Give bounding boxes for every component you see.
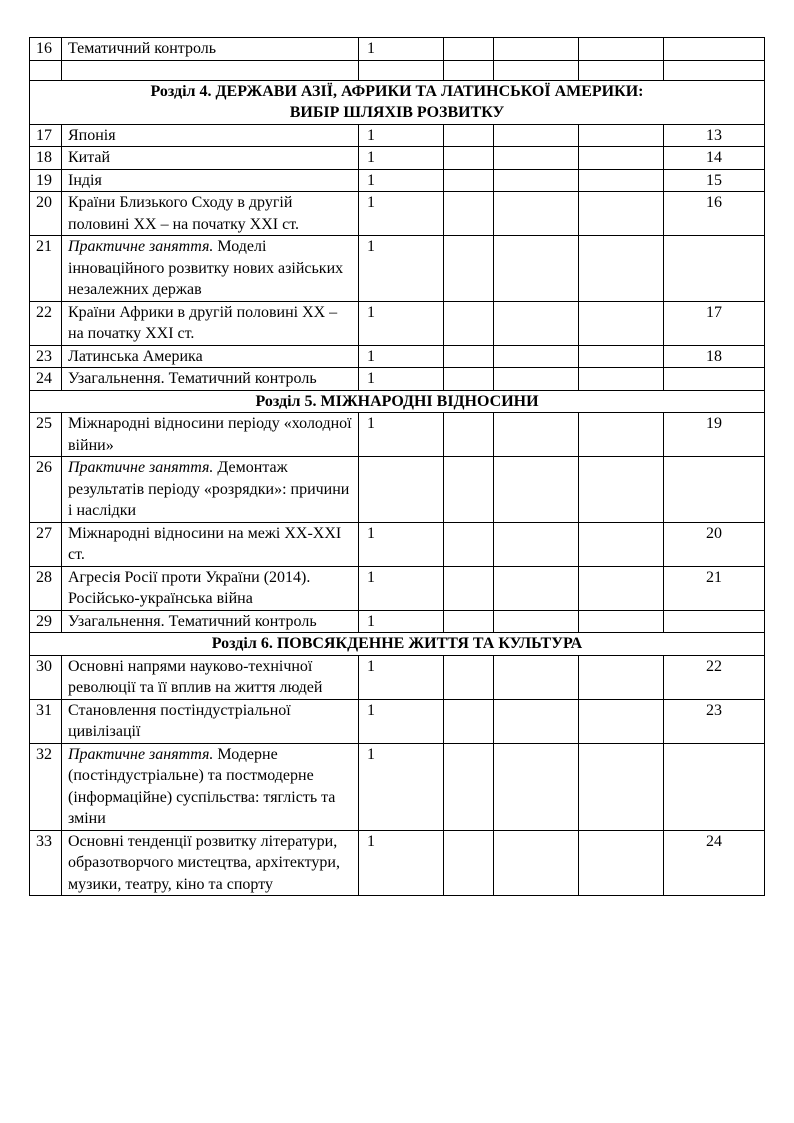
- empty-cell: [494, 522, 579, 566]
- paragraph-number: 17: [664, 301, 765, 345]
- empty-cell: [444, 610, 494, 633]
- lesson-hours: 1: [359, 413, 444, 457]
- lesson-number: 23: [30, 345, 62, 368]
- lesson-number: 31: [30, 699, 62, 743]
- empty-cell: [494, 743, 579, 830]
- lesson-row: [30, 566, 765, 610]
- empty-cell: [444, 743, 494, 830]
- lesson-number: 33: [30, 830, 62, 896]
- lesson-number: 20: [30, 192, 62, 236]
- lesson-number: 16: [30, 38, 62, 61]
- lesson-number: 24: [30, 368, 62, 391]
- empty-cell: [494, 60, 579, 80]
- empty-cell: [62, 60, 359, 80]
- lesson-hours: 1: [359, 301, 444, 345]
- lesson-row: [30, 368, 765, 391]
- empty-cell: [494, 830, 579, 896]
- lesson-topic: [62, 38, 359, 61]
- paragraph-number: [664, 457, 765, 523]
- lesson-row: [30, 301, 765, 345]
- empty-cell: [444, 522, 494, 566]
- lesson-topic-text: Міжнародні відносини періоду «холодної війни»: [68, 415, 352, 454]
- paragraph-number: [664, 38, 765, 61]
- lesson-row: [30, 192, 765, 236]
- lesson-topic-text: Узагальнення. Тематичний контроль: [68, 370, 317, 387]
- paragraph-number: 22: [664, 655, 765, 699]
- lesson-row: [30, 169, 765, 192]
- empty-cell: [579, 699, 664, 743]
- empty-cell: [494, 413, 579, 457]
- lesson-topic: [62, 566, 359, 610]
- lesson-topic-text: Модерне (постіндустріальне) та постмодерне (інформаційне) суспільства: тяглість та зміни: [68, 745, 336, 827]
- empty-cell: [494, 457, 579, 523]
- empty-cell: [579, 60, 664, 80]
- empty-cell: [579, 192, 664, 236]
- lesson-hours: 1: [359, 236, 444, 302]
- lesson-hours: 1: [359, 655, 444, 699]
- empty-cell: [664, 60, 765, 80]
- lesson-number: 27: [30, 522, 62, 566]
- lesson-topic: [62, 457, 359, 523]
- lesson-topic-text: Індія: [68, 171, 102, 189]
- lesson-topic: [62, 301, 359, 345]
- lesson-topic: [62, 699, 359, 743]
- lesson-topic-text: Японія: [68, 126, 116, 144]
- empty-cell: [579, 830, 664, 896]
- lesson-number: 17: [30, 124, 62, 147]
- lesson-number: 19: [30, 169, 62, 192]
- paragraph-number: [664, 368, 765, 391]
- empty-cell: [444, 236, 494, 302]
- section-title: [30, 80, 765, 124]
- empty-cell: [444, 147, 494, 170]
- lesson-topic-text: Тематичний контроль: [68, 40, 217, 57]
- lesson-topic-text: Китай: [68, 149, 111, 166]
- paragraph-number: 21: [664, 566, 765, 610]
- lesson-topic: [62, 830, 359, 896]
- empty-cell: [494, 192, 579, 236]
- paragraph-number: 15: [664, 169, 765, 192]
- section-header-row: [30, 80, 765, 124]
- empty-cell: [444, 368, 494, 391]
- lesson-hours: 1: [359, 147, 444, 170]
- paragraph-number: 13: [664, 124, 765, 147]
- empty-cell: [494, 566, 579, 610]
- lesson-number: 29: [30, 610, 62, 633]
- empty-cell: [30, 60, 62, 80]
- lesson-hours: 1: [359, 169, 444, 192]
- lesson-topic-text: Моделі інноваційного розвитку нових азійських незалежних держав: [68, 238, 344, 298]
- lesson-hours: 1: [359, 192, 444, 236]
- lesson-row: [30, 124, 765, 147]
- lesson-row: [30, 147, 765, 170]
- table-body: [30, 38, 765, 896]
- empty-cell: [494, 699, 579, 743]
- lesson-number: 26: [30, 457, 62, 523]
- empty-cell: [579, 124, 664, 147]
- section-header-row: [30, 633, 765, 656]
- lesson-number: 21: [30, 236, 62, 302]
- empty-cell: [444, 655, 494, 699]
- empty-cell: [579, 522, 664, 566]
- empty-cell: [579, 236, 664, 302]
- empty-cell: [444, 830, 494, 896]
- lesson-row: [30, 38, 765, 61]
- empty-cell: [444, 192, 494, 236]
- lesson-hours: 1: [359, 368, 444, 391]
- paragraph-number: [664, 610, 765, 633]
- lesson-topic: [62, 610, 359, 633]
- empty-cell: [444, 38, 494, 61]
- empty-cell: [579, 743, 664, 830]
- empty-cell: [579, 566, 664, 610]
- empty-cell: [579, 413, 664, 457]
- empty-cell: [494, 368, 579, 391]
- lesson-hours: [359, 457, 444, 523]
- lesson-number: 28: [30, 566, 62, 610]
- section-title-line: Розділ 6. ПОВСЯКДЕННЕ ЖИТТЯ ТА КУЛЬТУРА: [211, 635, 583, 652]
- lesson-topic: [62, 655, 359, 699]
- empty-cell: [444, 457, 494, 523]
- lesson-topic: [62, 192, 359, 236]
- section-title: [30, 390, 765, 413]
- empty-cell: [494, 147, 579, 170]
- lesson-row: [30, 413, 765, 457]
- paragraph-number: 20: [664, 522, 765, 566]
- paragraph-number: 19: [664, 413, 765, 457]
- empty-cell: [494, 38, 579, 61]
- empty-cell: [444, 566, 494, 610]
- empty-cell: [579, 147, 664, 170]
- empty-cell: [444, 60, 494, 80]
- lesson-topic: [62, 147, 359, 170]
- lesson-number: 22: [30, 301, 62, 345]
- lesson-topic-text: Основні напрями науково-технічної революції та її вплив на життя людей: [68, 657, 323, 696]
- practical-label: Практичне заняття.: [68, 459, 214, 476]
- lesson-hours: 1: [359, 830, 444, 896]
- empty-cell: [579, 301, 664, 345]
- empty-cell: [579, 368, 664, 391]
- page: [29, 37, 764, 896]
- lesson-topic: [62, 743, 359, 830]
- empty-cell: [579, 38, 664, 61]
- empty-cell: [579, 457, 664, 523]
- empty-cell: [444, 301, 494, 345]
- lesson-number: 25: [30, 413, 62, 457]
- paragraph-number: [664, 236, 765, 302]
- lesson-hours: 1: [359, 743, 444, 830]
- practical-label: Практичне заняття.: [68, 238, 214, 255]
- lesson-plan-table: [29, 37, 765, 896]
- lesson-hours: 1: [359, 124, 444, 147]
- paragraph-number: 14: [664, 147, 765, 170]
- paragraph-number: 24: [664, 830, 765, 896]
- lesson-topic: [62, 368, 359, 391]
- empty-cell: [494, 610, 579, 633]
- lesson-topic: [62, 124, 359, 147]
- lesson-number: 32: [30, 743, 62, 830]
- empty-cell: [494, 655, 579, 699]
- lesson-row: [30, 830, 765, 896]
- lesson-row: [30, 655, 765, 699]
- paragraph-number: 16: [664, 192, 765, 236]
- lesson-topic: [62, 522, 359, 566]
- lesson-number: 18: [30, 147, 62, 170]
- lesson-hours: 1: [359, 522, 444, 566]
- empty-cell: [359, 60, 444, 80]
- lesson-topic-text: Становлення постіндустріальної цивілізації: [68, 701, 291, 740]
- lesson-topic-text: Демонтаж результатів періоду «розрядки»: причини і наслідки: [68, 459, 350, 519]
- lesson-hours: 1: [359, 566, 444, 610]
- lesson-topic: [62, 236, 359, 302]
- lesson-topic: [62, 345, 359, 368]
- lesson-topic-text: Узагальнення. Тематичний контроль: [68, 612, 317, 630]
- practical-label: Практичне заняття.: [68, 745, 214, 763]
- lesson-topic-text: Агресія Росії проти України (2014). Російсько-українська війна: [68, 568, 311, 607]
- empty-cell: [444, 124, 494, 147]
- empty-cell: [579, 169, 664, 192]
- paragraph-number: 18: [664, 345, 765, 368]
- lesson-hours: 1: [359, 610, 444, 633]
- section-title-line: Розділ 4. ДЕРЖАВИ АЗІЇ, АФРИКИ ТА ЛАТИНСЬКОЇ АМЕРИКИ:: [150, 82, 644, 100]
- empty-cell: [494, 345, 579, 368]
- empty-cell: [444, 345, 494, 368]
- paragraph-number: [664, 743, 765, 830]
- lesson-hours: 1: [359, 38, 444, 61]
- lesson-row: [30, 457, 765, 523]
- lesson-topic-text: Основні тенденції розвитку літератури, образотворчого мистецтва, архітектури, музики, театру, кіно та спорту: [68, 832, 340, 893]
- lesson-row: [30, 345, 765, 368]
- section-title: [30, 633, 765, 656]
- lesson-topic-text: Країни Африки в другій половині XX – на початку XXI ст.: [68, 303, 338, 342]
- empty-cell: [579, 610, 664, 633]
- blank-row: [30, 60, 765, 80]
- section-title-line: ВИБІР ШЛЯХІВ РОЗВИТКУ: [289, 104, 505, 121]
- lesson-hours: 1: [359, 345, 444, 368]
- lesson-row: [30, 743, 765, 830]
- lesson-topic-text: Міжнародні відносини на межі XX-XXI ст.: [68, 524, 342, 563]
- lesson-number: 30: [30, 655, 62, 699]
- empty-cell: [494, 124, 579, 147]
- empty-cell: [579, 345, 664, 368]
- lesson-topic: [62, 169, 359, 192]
- section-title-line: Розділ 5. МІЖНАРОДНІ ВІДНОСИНИ: [255, 392, 539, 410]
- empty-cell: [444, 413, 494, 457]
- lesson-topic-text: Латинська Америка: [68, 347, 203, 365]
- paragraph-number: 23: [664, 699, 765, 743]
- empty-cell: [444, 699, 494, 743]
- lesson-topic: [62, 413, 359, 457]
- empty-cell: [579, 655, 664, 699]
- section-header-row: [30, 390, 765, 413]
- empty-cell: [444, 169, 494, 192]
- lesson-row: [30, 699, 765, 743]
- lesson-row: [30, 522, 765, 566]
- lesson-row: [30, 236, 765, 302]
- empty-cell: [494, 169, 579, 192]
- empty-cell: [494, 236, 579, 302]
- empty-cell: [494, 301, 579, 345]
- lesson-hours: 1: [359, 699, 444, 743]
- lesson-topic-text: Країни Близького Сходу в другій половині XX – на початку XXI ст.: [68, 194, 299, 233]
- lesson-row: [30, 610, 765, 633]
